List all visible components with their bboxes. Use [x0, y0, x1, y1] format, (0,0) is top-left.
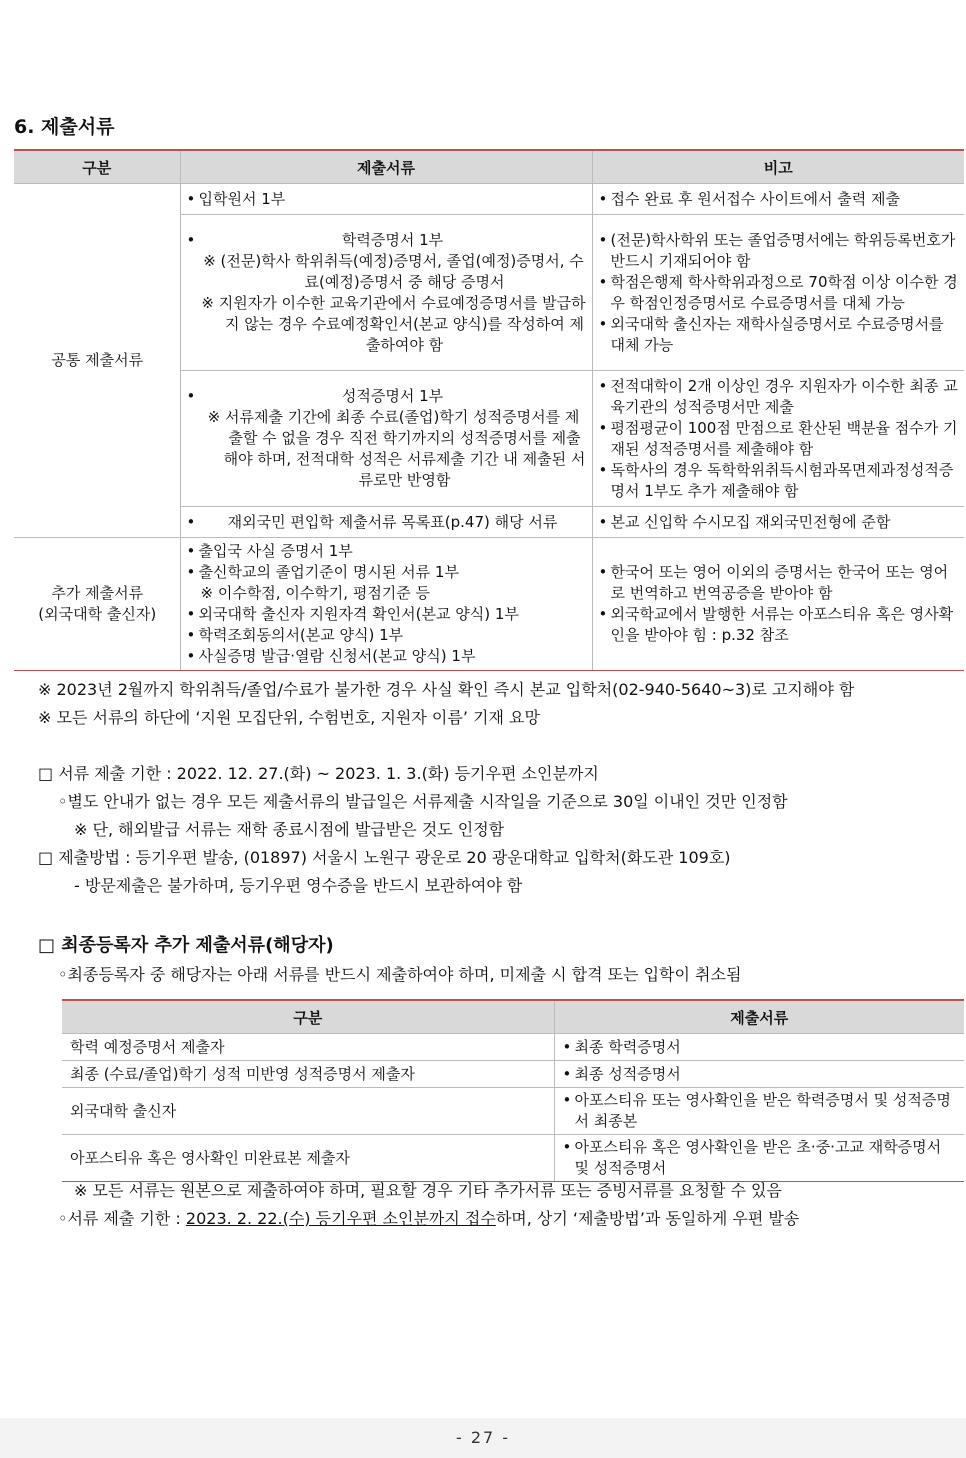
deadline-rest: 하며, 상기 ‘제출방법’과 동일하게 우편 발송 — [495, 1209, 800, 1228]
final-intro: ◦최종등록자 중 해당자는 아래 서류를 반드시 제출하여야 하며, 미제출 시 합격 또는 입학이 취소됨 — [58, 965, 742, 984]
table-cell — [180, 538, 592, 671]
sub-note: ※ 지원자가 이수한 교육기관에서 수료예정증명서를 발급하지 않는 경우 수료예정확인서(본교 양식)를 작성하여 제출하여야 함 — [201, 293, 586, 354]
note-line: ※ 2023년 2월까지 학위취득/졸업/수료가 불가한 경우 사실 확인 즉시 본교 입학처(02-940-5640~3)로 고지해야 함 — [38, 680, 855, 699]
table-row — [62, 1034, 964, 1061]
deadline-underlined: 2023. 2. 22.(수) 등기우편 소인분까지 접수 — [185, 1209, 496, 1228]
sub-note: ※ 이수학점, 이수학기, 평점기준 등 — [200, 584, 431, 602]
list-item: • 한국어 또는 영어 이외의 증명서는 한국어 또는 영어로 번역하고 번역공증을 받아야 함 — [599, 562, 960, 604]
list-item: • 최종 학력증명서 — [563, 1037, 959, 1058]
table-cell — [180, 507, 592, 538]
table-cell — [180, 184, 592, 215]
table-row — [62, 1135, 964, 1182]
common-docs-label: 공통 제출서류 — [14, 184, 180, 538]
deadline-label: ◦서류 제출 기한 : — [58, 1209, 186, 1228]
list-item: • 성적증명서 1부 — [187, 386, 587, 407]
list-item: • 전적대학이 2개 이상인 경우 지원자가 이수한 최종 교육기관의 성적증명서만 제출 — [599, 376, 960, 418]
table-cell — [592, 371, 964, 507]
list-item: • 본교 신입학 수시모집 재외국민전형에 준함 — [599, 512, 960, 533]
note-line: □ 서류 제출 기한 : 2022. 12. 27.(화) ~ 2023. 1. 3.(화) 등기우편 소인분까지 — [38, 764, 599, 783]
extra-docs-label — [14, 538, 180, 671]
list-item: • 학력조회동의서(본교 양식) 1부 — [187, 625, 587, 646]
list-item: • 아포스티유 또는 영사확인을 받은 학력증명서 및 성적증명서 최종본 — [563, 1090, 959, 1132]
header-documents: 제출서류 — [554, 1000, 964, 1034]
note-line: ※ 모든 서류의 하단에 ‘지원 모집단위, 수험번호, 지원자 이름’ 기재 요망 — [38, 708, 540, 727]
note-line: □ 제출방법 : 등기우편 발송, (01897) 서울시 노원구 광운로 20 광운대학교 입학처(화도관 109호) — [38, 848, 731, 867]
extra-label-line: (외국대학 출신자) — [38, 605, 157, 623]
list-item: • 평점평균이 100점 만점으로 환산된 백분율 점수가 기재된 성적증명서를 제출해야 함 — [599, 418, 960, 460]
table-cell: 외국대학 출신자 — [62, 1088, 554, 1135]
list-item: • 최종 성적증명서 — [563, 1064, 959, 1085]
list-item: • 재외국민 편입학 제출서류 목록표(p.47) 해당 서류 — [187, 512, 587, 533]
table-cell — [554, 1061, 964, 1088]
notes-block — [38, 676, 963, 732]
table-cell — [592, 184, 964, 215]
table-cell — [554, 1135, 964, 1182]
list-item: • (전문)학사학위 또는 졸업증명서에는 학위등록번호가 반드시 기재되어야 함 — [599, 230, 960, 272]
table-cell — [554, 1034, 964, 1061]
note-line: ◦별도 안내가 없는 경우 모든 제출서류의 발급일은 서류제출 시작일을 기준으로 30일 이내인 것만 인정함 — [58, 792, 788, 811]
table-row — [62, 1088, 964, 1135]
table-cell — [180, 215, 592, 371]
list-item: • 외국대학 출신자는 재학사실증명서로 수료증명서를 대체 가능 — [599, 314, 960, 356]
final-documents-table — [62, 999, 964, 1182]
section-title: 6. 제출서류 — [14, 116, 115, 138]
list-item: • 외국학교에서 발행한 서류는 아포스티유 혹은 영사확인을 받아야 힘 : p.32 참조 — [599, 604, 960, 646]
table-cell — [180, 371, 592, 507]
submission-info — [38, 760, 963, 900]
table-cell — [592, 507, 964, 538]
required-documents-table — [14, 149, 964, 671]
table-cell — [554, 1088, 964, 1135]
note-line: ※ 단, 해외발급 서류는 재학 종료시점에 발급받은 것도 인정함 — [74, 820, 505, 839]
list-item: • 출신학교의 졸업기준이 명시된 서류 1부 — [187, 562, 587, 583]
sub-note: ※ (전문)학사 학위취득(예정)증명서, 졸업(예정)증명서, 수료(예정)증명서 중 해당 증명서 — [203, 251, 584, 291]
table-cell — [592, 538, 964, 671]
list-item: • 외국대학 출신자 지원자격 확인서(본교 양식) 1부 — [187, 604, 587, 625]
header-remarks: 비고 — [592, 150, 964, 184]
table-cell: 학력 예정증명서 제출자 — [62, 1034, 554, 1061]
extra-label-line: 추가 제출서류 — [51, 584, 144, 602]
sub-note: ※ 서류제출 기간에 최종 수료(졸업)학기 성적증명서를 제출할 수 없을 경우 직전 학기까지의 성적증명서를 제출해야 하며, 전적대학 성적은 서류제출 기간 내 제출된 서류로만 반영함 — [207, 408, 586, 489]
page-number: - 27 - — [455, 1428, 511, 1447]
list-item: • 아포스티유 혹은 영사확인을 받은 초·중·고교 재학증명서 및 성적증명서 — [563, 1137, 959, 1179]
list-item: • 독학사의 경우 독학학위취득시험과목면제과정성적증명서 1부도 추가 제출해야 함 — [599, 460, 960, 502]
final-note-2 — [58, 1205, 963, 1233]
table-cell: 아포스티유 혹은 영사확인 미완료본 제출자 — [62, 1135, 554, 1182]
list-item: • 입학원서 1부 — [187, 189, 587, 210]
list-item: • 출입국 사실 증명서 1부 — [187, 541, 587, 562]
header-category: 구분 — [62, 1000, 554, 1034]
table-row — [62, 1061, 964, 1088]
note-line: - 방문제출은 불가하며, 등기우편 영수증을 반드시 보관하여야 함 — [74, 876, 523, 895]
list-item: • 사실증명 발급·열람 신청서(본교 양식) 1부 — [187, 646, 587, 667]
list-item: • 학력증명서 1부 — [187, 230, 587, 251]
final-section-title: □ 최종등록자 추가 제출서류(해당자) — [38, 935, 334, 956]
table-cell: 최종 (수료/졸업)학기 성적 미반영 성적증명서 제출자 — [62, 1061, 554, 1088]
final-note-1: ※ 모든 서류는 원본으로 제출하여야 하며, 필요할 경우 기타 추가서류 또는 증빙서류를 요청할 수 있음 — [74, 1181, 782, 1200]
header-documents: 제출서류 — [180, 150, 592, 184]
list-item: • 학점은행제 학사학위과정으로 70학점 이상 이수한 경우 학점인정증명서로 수료증명서를 대체 가능 — [599, 272, 960, 314]
header-category: 구분 — [14, 150, 180, 184]
table-cell — [592, 215, 964, 371]
list-item: • 접수 완료 후 원서접수 사이트에서 출력 제출 — [599, 189, 960, 210]
